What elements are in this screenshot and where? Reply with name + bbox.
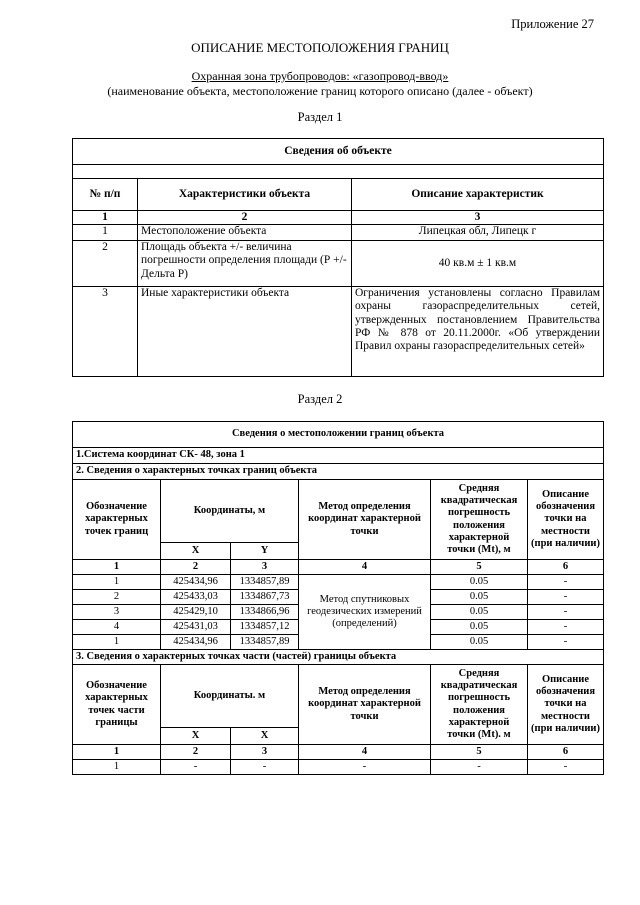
col-header-num: № п/п	[73, 179, 138, 211]
point-y: 1334857,89	[231, 575, 299, 590]
col-header-desc: Описание обозначения точки на местности (при наличии)	[528, 480, 604, 560]
point-x: 425433,03	[161, 590, 231, 605]
point-method: -	[299, 760, 431, 775]
col-header-points: Обозначение характерных точек границ	[73, 480, 161, 560]
table-title: Сведения о местоположении границ объекта	[73, 422, 604, 448]
appendix-label: Приложение 27	[511, 17, 594, 31]
point-id: 1	[73, 635, 161, 650]
index-cell: 3	[231, 560, 299, 575]
table-row	[73, 575, 604, 590]
point-y: -	[231, 760, 299, 775]
index-cell: 4	[299, 560, 431, 575]
object-caption: (наименование объекта, местоположение границ которого описано (далее - объект)	[107, 84, 533, 98]
col-header-y: Y	[231, 543, 299, 560]
col-header-x: X	[161, 543, 231, 560]
object-info-table	[72, 138, 604, 377]
point-mt: 0.05	[431, 575, 528, 590]
point-id: 1	[73, 575, 161, 590]
row-num: 3	[73, 287, 138, 377]
point-desc: -	[528, 575, 604, 590]
index-cell: 4	[299, 745, 431, 760]
row-desc: 40 кв.м ± 1 кв.м	[352, 241, 604, 287]
index-cell: 2	[161, 560, 231, 575]
page-title: ОПИСАНИЕ МЕСТОПОЛОЖЕНИЯ ГРАНИЦ	[191, 40, 449, 55]
table-title: Сведения об объекте	[73, 139, 604, 165]
row-desc: Липецкая обл, Липецк г	[352, 225, 604, 241]
point-mt: 0.05	[431, 605, 528, 620]
point-desc: -	[528, 620, 604, 635]
col-header-x: X	[161, 728, 231, 745]
col-header-desc: Описание обозначения точки на местности (при наличии)	[528, 665, 604, 745]
section1-heading: Раздел 1	[297, 110, 343, 124]
point-desc: -	[528, 590, 604, 605]
row-char: Площадь объекта +/- величина погрешности определения площади (Р +/- Дельта Р)	[138, 241, 352, 287]
index-cell: 2	[138, 211, 352, 225]
point-y: 1334857,12	[231, 620, 299, 635]
index-cell: 1	[73, 211, 138, 225]
method-cell: Метод спутниковых геодезических измерений (определений)	[299, 575, 431, 650]
point-x: -	[161, 760, 231, 775]
row-num: 1	[73, 225, 138, 241]
index-cell: 3	[352, 211, 604, 225]
row-char: Местоположение объекта	[138, 225, 352, 241]
index-cell: 5	[431, 745, 528, 760]
col-header-error: Средняя квадратическая погрешность положения характерной точки (Mt), м	[431, 480, 528, 560]
point-mt: 0.05	[431, 635, 528, 650]
col-header-char: Характеристики объекта	[138, 179, 352, 211]
point-id: 2	[73, 590, 161, 605]
table-row	[73, 225, 604, 241]
spacer-row	[73, 165, 604, 179]
row-num: 2	[73, 241, 138, 287]
point-mt: 0.05	[431, 620, 528, 635]
point-id: 4	[73, 620, 161, 635]
point-x: 425431,03	[161, 620, 231, 635]
index-cell: 3	[231, 745, 299, 760]
col-header-method: Метод определения координат характерной точки	[299, 665, 431, 745]
point-x: 425434,96	[161, 575, 231, 590]
point-x: 425429,10	[161, 605, 231, 620]
col-header-coords: Координаты, м	[161, 480, 299, 543]
index-cell: 1	[73, 745, 161, 760]
point-y: 1334857,89	[231, 635, 299, 650]
index-cell: 5	[431, 560, 528, 575]
table-row	[73, 287, 604, 377]
col-header-error: Средняя квадратическая погрешность положения характерной точки (Mt). м	[431, 665, 528, 745]
point-y: 1334867,73	[231, 590, 299, 605]
point-y: 1334866,96	[231, 605, 299, 620]
col-header-points: Обозначение характерных точек части границы	[73, 665, 161, 745]
point-mt: 0.05	[431, 590, 528, 605]
table-row	[73, 241, 604, 287]
point-desc: -	[528, 760, 604, 775]
index-cell: 1	[73, 560, 161, 575]
part3-title: 3. Сведения о характерных точках части (частей) границы объекта	[73, 650, 604, 665]
part2-title: 2. Сведения о характерных точках границ объекта	[73, 464, 604, 480]
point-mt: -	[431, 760, 528, 775]
row-char: Иные характеристики объекта	[138, 287, 352, 377]
table-row	[73, 760, 604, 775]
index-cell: 2	[161, 745, 231, 760]
boundary-points-table	[72, 421, 604, 775]
col-header-x2: X	[231, 728, 299, 745]
section2-heading: Раздел 2	[297, 392, 343, 406]
point-desc: -	[528, 605, 604, 620]
row-desc: Ограничения установлены согласно Правилам охраны газораспределительных сетей, утвержденных постановлением Правительства РФ № 878 от 20.11.2000г. «Об утверждении Правил охраны газораспределительных сетей»	[352, 287, 604, 377]
object-name: Охранная зона трубопроводов: «газопровод-ввод»	[191, 69, 449, 83]
col-header-desc: Описание характеристик	[352, 179, 604, 211]
point-id: 3	[73, 605, 161, 620]
coord-system: 1.Система координат СК- 48, зона 1	[73, 448, 604, 464]
point-desc: -	[528, 635, 604, 650]
point-x: 425434,96	[161, 635, 231, 650]
index-cell: 6	[528, 745, 604, 760]
col-header-method: Метод определения координат характерной точки	[299, 480, 431, 560]
col-header-coords: Координаты. м	[161, 665, 299, 728]
point-id: 1	[73, 760, 161, 775]
index-cell: 6	[528, 560, 604, 575]
